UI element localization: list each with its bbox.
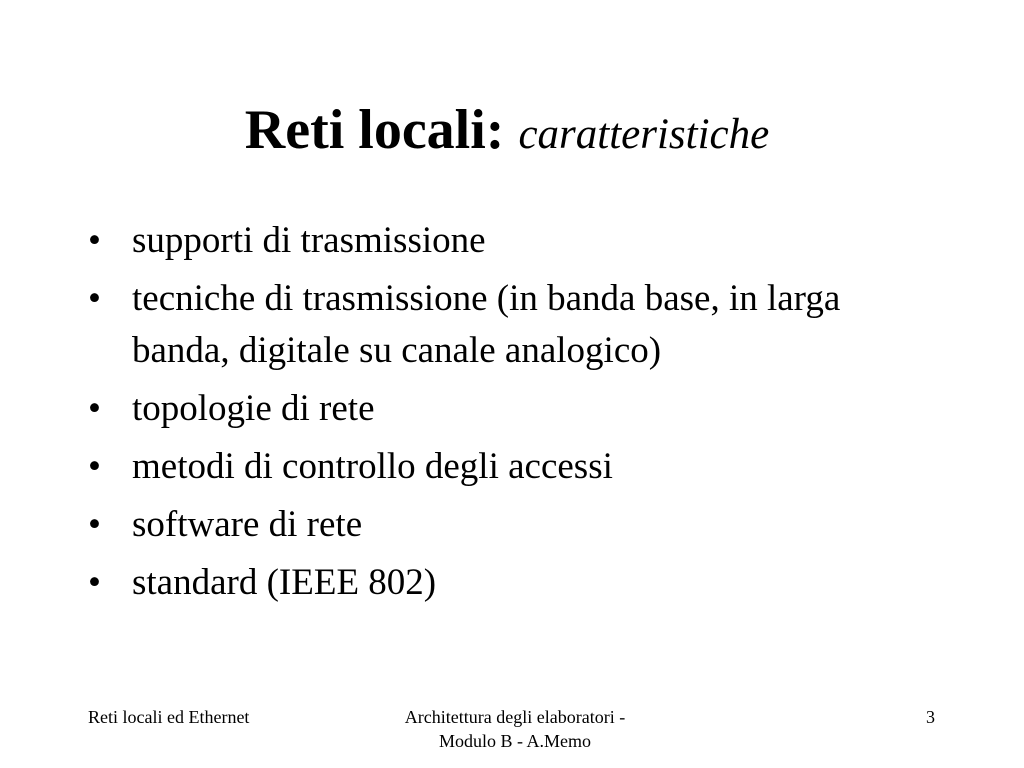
bullet-item bbox=[82, 499, 942, 551]
title-main: Reti locali: bbox=[244, 99, 505, 161]
footer-center-line2: Modulo B - A.Memo bbox=[438, 731, 591, 751]
slide-title bbox=[0, 98, 1014, 167]
bullet-icon: • bbox=[88, 388, 101, 429]
bullet-text: standard (IEEE 802) bbox=[132, 562, 437, 603]
bullet-text: topologie di rete bbox=[132, 388, 375, 429]
bullet-text: software di rete bbox=[132, 504, 363, 545]
footer-left-text: Reti locali ed Ethernet bbox=[88, 707, 250, 727]
bullet-text: metodi di controllo degli accessi bbox=[132, 446, 613, 487]
bullet-item bbox=[82, 215, 942, 267]
bullet-icon: • bbox=[88, 278, 101, 319]
bullet-icon: • bbox=[88, 220, 101, 261]
bullet-list bbox=[82, 215, 942, 615]
bullet-item bbox=[82, 383, 942, 435]
bullet-text: supporti di trasmissione bbox=[132, 220, 486, 261]
bullet-item bbox=[82, 441, 942, 493]
bullet-icon: • bbox=[88, 446, 101, 487]
bullet-text: tecniche di trasmissione (in banda base, in larga banda, digitale su canale analogico) bbox=[132, 278, 841, 371]
bullet-item bbox=[82, 557, 942, 609]
page-number: 3 bbox=[926, 707, 935, 727]
footer-center-line1: Architettura degli elaboratori - bbox=[404, 707, 626, 727]
bullet-item bbox=[82, 273, 942, 377]
bullet-icon: • bbox=[88, 562, 101, 603]
footer-center-text bbox=[360, 705, 670, 753]
bullet-icon: • bbox=[88, 504, 101, 545]
title-subtitle: caratteristiche bbox=[518, 111, 770, 158]
